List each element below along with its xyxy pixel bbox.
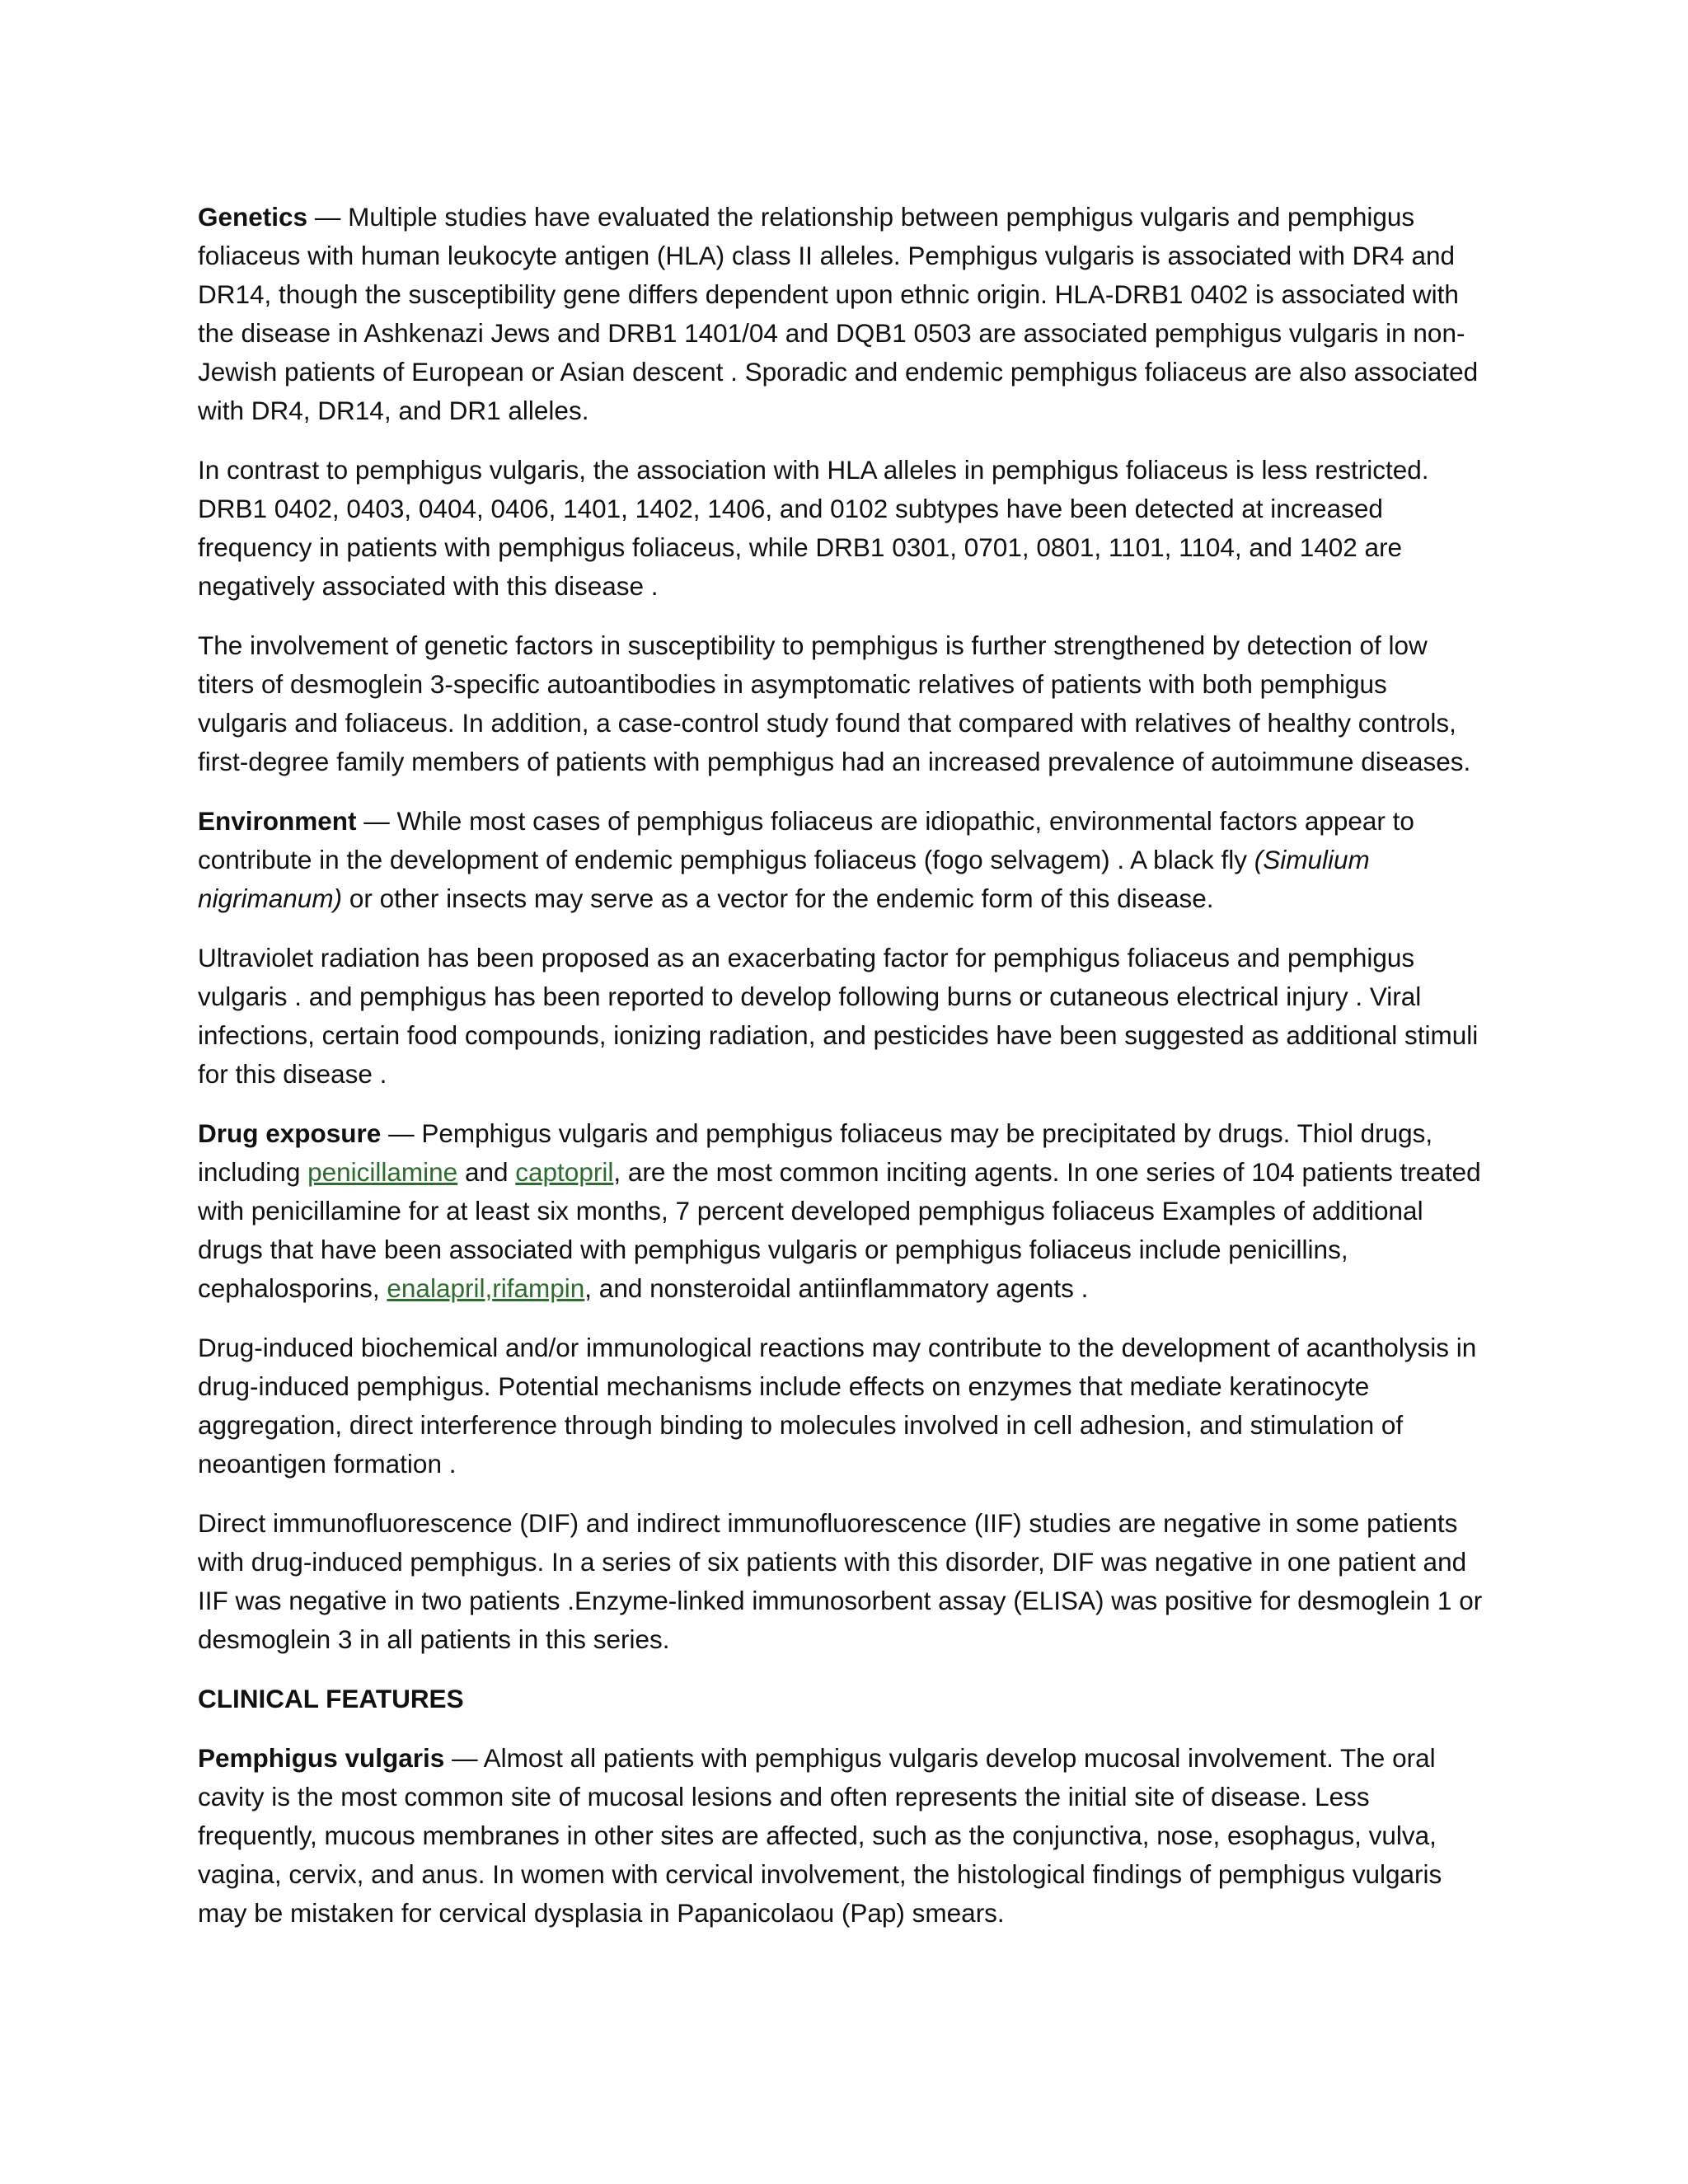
- em-dash: —: [356, 806, 397, 836]
- pemphigus-vulgaris-paragraph: [198, 1739, 1484, 1933]
- drug-exposure-text: Pemphigus vulgaris and pemphigus foliaceus may be precipitated by drugs. Thiol drugs, including: [198, 1118, 1433, 1187]
- drug-exposure-text: , and nonsteroidal antiinflammatory agents .: [584, 1273, 1089, 1303]
- pemphigus-vulgaris-heading: Pemphigus vulgaris: [198, 1743, 445, 1773]
- drug-exposure-paragraph: [198, 1114, 1484, 1308]
- em-dash: —: [444, 1743, 484, 1773]
- rifampin-link[interactable]: rifampin: [492, 1273, 585, 1303]
- pemphigus-vulgaris-text: Almost all patients with pemphigus vulgaris develop mucosal involvement. The oral cavity is the most common site of mucosal lesions and often represents the initial site of disease. Less frequently, mucous membranes in other sites are affected, such as the conjunctiva, nose, esophagus, vulva, vagina, cervix, and anus. In women with cervical involvement, the histological findings of pemphigus vulgaris may be mistaken for cervical dysplasia in Papanicolaou (Pap) smears.: [198, 1743, 1442, 1928]
- environment-text-end: or other insects may serve as a vector for the endemic form of this disease.: [342, 883, 1214, 913]
- genetics-text: Multiple studies have evaluated the relationship between pemphigus vulgaris and pemphigus foliaceus with human leukocyte antigen (HLA) class II alleles. Pemphigus vulgaris is associated with DR4 and DR14, though the susceptibility gene differs dependent upon ethnic origin. HLA-DRB1 0402 is associated with the disease in Ashkenazi Jews and DRB1 1401/04 and DQB1 0503 are associated pemphigus vulgaris in non-Jewish patients of European or Asian descent . Sporadic and endemic pemphigus foliaceus are also associated with DR4, DR14, and DR1 alleles.: [198, 202, 1479, 425]
- document-page: [198, 198, 1484, 1953]
- contrast-paragraph: In contrast to pemphigus vulgaris, the association with HLA alleles in pemphigus foliaceus is less restricted. DRB1 0402, 0403, 0404, 0406, 1401, 1402, 1406, and 0102 subtypes have been detected at increased frequency in patients with pemphigus foliaceus, while DRB1 0301, 0701, 0801, 1101, 1104, and 1402 are negatively associated with this disease .: [198, 455, 1429, 601]
- drug-exposure-text: and: [457, 1157, 516, 1187]
- genetics-paragraph: [198, 198, 1484, 430]
- enalapril-link[interactable]: enalapril: [387, 1273, 485, 1303]
- drug-exposure-heading: Drug exposure: [198, 1118, 382, 1148]
- environment-paragraph: [198, 802, 1484, 918]
- genetics-heading: Genetics: [198, 202, 308, 232]
- involvement-paragraph: The involvement of genetic factors in susceptibility to pemphigus is further strengthened by detection of low titers of desmoglein 3-specific autoantibodies in asymptomatic relatives of patients with both pemphigus vulgaris and foliaceus. In addition, a case-control study found that compared with relatives of healthy controls, first-degree family members of patients with pemphigus had an increased prevalence of autoimmune diseases.: [198, 630, 1471, 776]
- dif-paragraph: Direct immunofluorescence (DIF) and indirect immunofluorescence (IIF) studies are negative in some patients with drug-induced pemphigus. In a series of six patients with this disorder, DIF was negative in one patient and IIF was negative in two patients .Enzyme-linked immunosorbent assay (ELISA) was positive for desmoglein 1 or desmoglein 3 in all patients in this series.: [198, 1508, 1483, 1654]
- link-separator: ,: [485, 1273, 493, 1303]
- penicillamine-link[interactable]: penicillamine: [307, 1157, 458, 1187]
- em-dash: —: [307, 202, 349, 232]
- environment-text: While most cases of pemphigus foliaceus are idiopathic, environmental factors appear to contribute in the development of endemic pemphigus foliaceus (fogo selvagem) . A black fly: [198, 806, 1414, 874]
- ultraviolet-paragraph: Ultraviolet radiation has been proposed as an exacerbating factor for pemphigus foliaceus and pemphigus vulgaris . and pemphigus has been reported to develop following burns or cutaneous electrical injury . Viral infections, certain food compounds, ionizing radiation, and pesticides have been suggested as additional stimuli for this disease .: [198, 943, 1479, 1089]
- em-dash: —: [381, 1118, 422, 1148]
- environment-heading: Environment: [198, 806, 357, 836]
- species-name: (Simulium nigrimanum): [198, 845, 1370, 913]
- drug-induced-paragraph: Drug-induced biochemical and/or immunological reactions may contribute to the development of acantholysis in drug-induced pemphigus. Potential mechanisms include effects on enzymes that mediate keratinocyte aggregation, direct interference through binding to molecules involved in cell adhesion, and stimulation of neoantigen formation .: [198, 1333, 1477, 1479]
- clinical-features-heading: CLINICAL FEATURES: [198, 1684, 464, 1713]
- captopril-link[interactable]: captopril: [515, 1157, 614, 1187]
- drug-exposure-text: , are the most common inciting agents. In one series of 104 patients treated with penicillamine for at least six months, 7 percent developed pemphigus foliaceus Examples of additional drugs that have been associated with pemphigus vulgaris or pemphigus foliaceus include penicillins, cephalosporins,: [198, 1157, 1481, 1303]
